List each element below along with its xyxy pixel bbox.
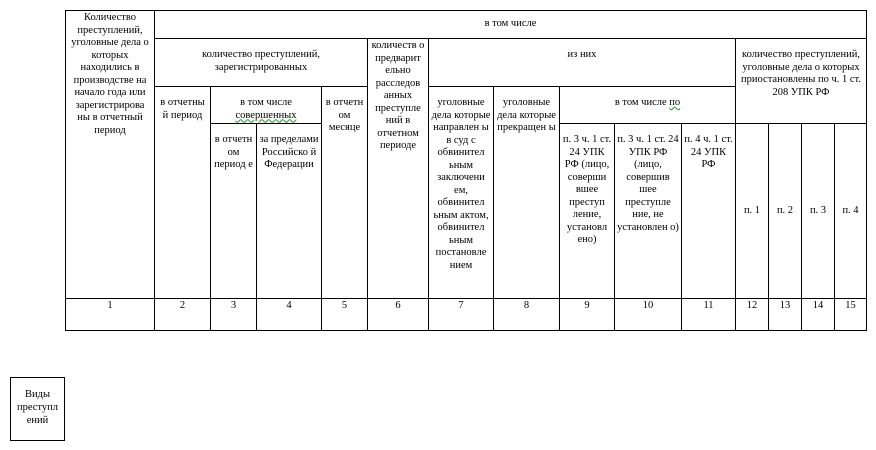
header-suspended: количество преступлений, уголовные дела о которых приостановлены по ч. 1 ст. 208 УПК РФ [736,39,867,124]
header-reporting-month: в отчетн ом месяце [322,87,368,299]
header-p3-identified: п. 3 ч. 1 ст. 24 УПК РФ (лицо, соверши вшее преступ ление, установл ено) [560,124,615,299]
column-number: 3 [211,299,257,331]
column-number: 15 [835,299,867,331]
column-number: 9 [560,299,615,331]
including-committed-prefix: в том числе [240,97,292,108]
column-number: 8 [494,299,560,331]
including-by-prefix: в том числе [614,97,667,108]
column-number: 2 [155,299,211,331]
header-point-2: п. 2 [769,124,802,299]
statistics-form-table [65,10,867,331]
header-p3-not-identified: п. 3 ч. 1 ст. 24 УПК РФ (лицо, совершив шее преступле ние, не установлен о) [615,124,682,299]
header-point-1: п. 1 [736,124,769,299]
column-number: 13 [769,299,802,331]
header-outside-rf: за пределами Российско й Федерации [257,124,322,299]
header-in-total: в том числе [155,11,867,39]
including-committed-word: совершенных [235,109,297,121]
header-point-3: п. 3 [802,124,835,299]
column-number: 14 [802,299,835,331]
column-number: 7 [429,299,494,331]
header-sent-to-court: уголовные дела которые направлен ы в суд с обвинител ьным заключени ем, обвинител ьным актом, обвинител ьным постановле нием [429,87,494,299]
column-number: 1 [66,299,155,331]
header-total-crimes: Количество преступлений, уголовные дела о которых находились в производстве на начало года или зарегистрирова ны в отчетный период [66,11,155,299]
header-including-committed [211,87,322,124]
column-number: 5 [322,299,368,331]
header-including-by [560,87,736,124]
including-by-word: по [669,97,681,108]
column-number: 10 [615,299,682,331]
column-number: 12 [736,299,769,331]
column-number: 11 [682,299,736,331]
header-p4: п. 4 ч. 1 ст. 24 УПК РФ [682,124,736,299]
header-reporting-period: в отчетны й период [155,87,211,299]
header-terminated: уголовные дела которые прекращен ы [494,87,560,299]
header-point-4: п. 4 [835,124,867,299]
header-registered: количество преступлений, зарегистрированных [155,39,368,87]
header-in-period: в отчетн ом период е [211,124,257,299]
header-preliminary-investigated: количеств о предварит ельно расследов анных преступле ний в отчетном периоде [368,39,429,299]
row-label-crime-types: Виды преступл ений [10,377,65,441]
column-number: 4 [257,299,322,331]
column-number: 6 [368,299,429,331]
header-of-them: из них [429,39,736,87]
